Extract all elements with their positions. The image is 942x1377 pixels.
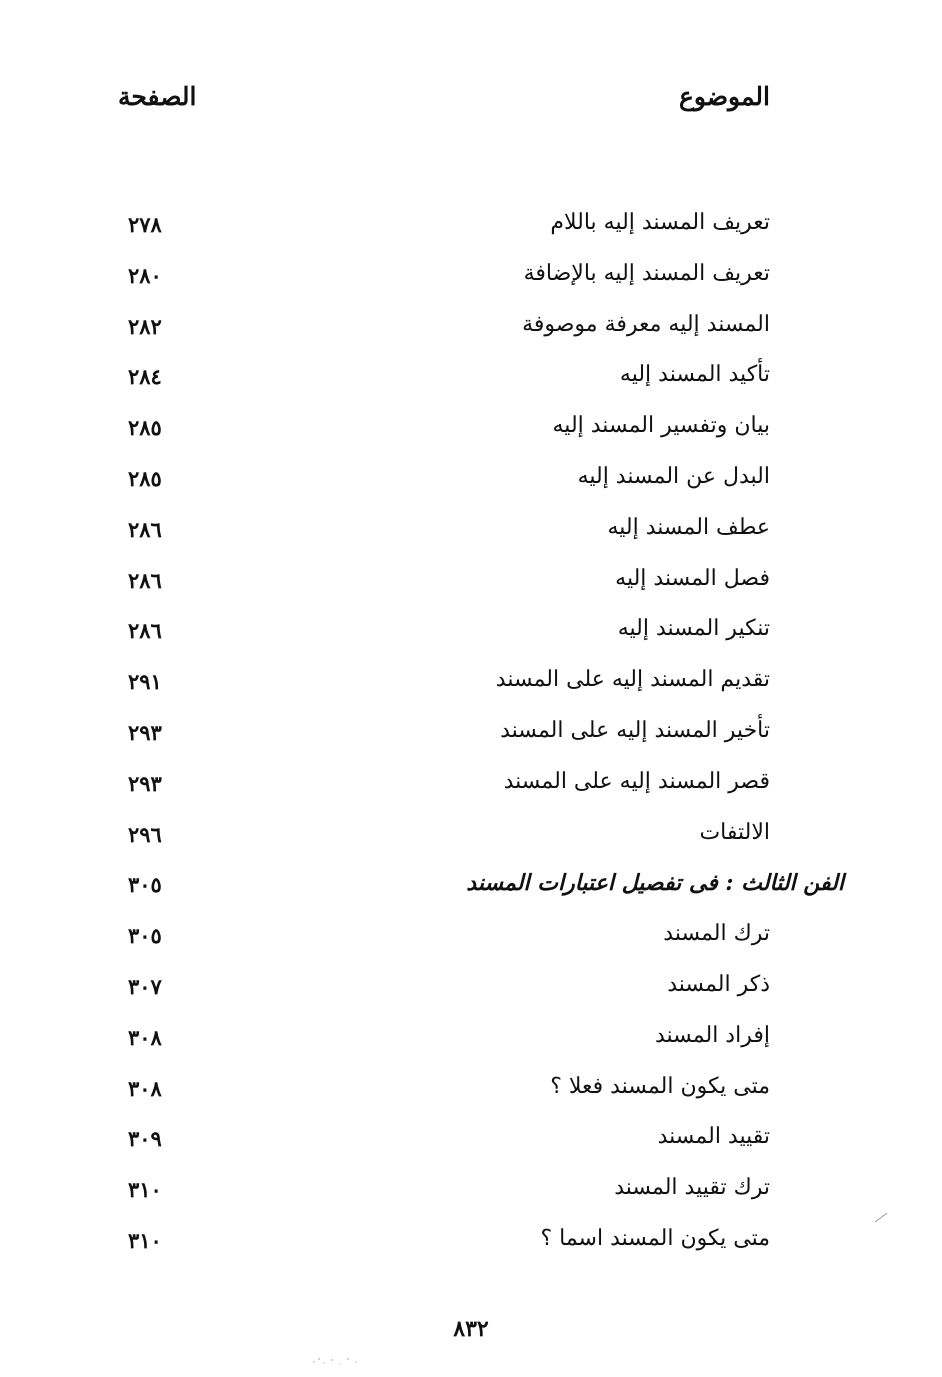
toc-row: [0, 251, 942, 302]
toc-entry-title: ترك المسند: [663, 921, 770, 947]
toc-row: [0, 556, 942, 607]
toc-page-number: ٣٠٩: [128, 1126, 162, 1152]
toc-list: [0, 200, 942, 1267]
toc-row: [0, 1013, 942, 1064]
toc-entry-title: تأخير المسند إليه على المسند: [500, 717, 770, 743]
column-header-topic: الموضوع: [679, 82, 770, 111]
toc-entry-title: بيان وتفسير المسند إليه: [552, 413, 770, 439]
toc-entry-title: تقديم المسند إليه على المسند: [495, 667, 770, 693]
toc-row: [0, 302, 942, 353]
toc-entry-title: البدل عن المسند إليه: [577, 463, 770, 489]
toc-entry-title: تعريف المسند إليه بالإضافة: [523, 260, 770, 286]
toc-page-number: ٣٠٨: [128, 1024, 162, 1050]
toc-row: [0, 403, 942, 454]
toc-row: [0, 810, 942, 861]
toc-page-number: ٢٨٤: [128, 364, 162, 390]
toc-entry-title: تقييد المسند: [657, 1124, 770, 1150]
toc-page-number: ٢٩٣: [128, 770, 162, 796]
toc-page-number: ٣١٠: [128, 1227, 162, 1253]
toc-row: [0, 1064, 942, 1115]
column-header-page: الصفحة: [118, 82, 197, 111]
toc-page-number: ٣٠٥: [128, 923, 162, 949]
toc-entry-title: تأكيد المسند إليه: [619, 362, 770, 388]
toc-page-number: ٢٨٦: [128, 516, 162, 542]
toc-row: [0, 1114, 942, 1165]
scan-speck-icon: [310, 1354, 362, 1368]
toc-section-row: [0, 860, 942, 911]
toc-entry-title: ذكر المسند: [667, 971, 770, 997]
toc-page-number: ٢٨٠: [128, 262, 162, 288]
toc-entry-title: قصر المسند إليه على المسند: [503, 768, 770, 794]
toc-row: [0, 606, 942, 657]
toc-row: [0, 1216, 942, 1267]
toc-page-number: ٢٨٦: [128, 567, 162, 593]
toc-page-number: ٣٠٨: [128, 1075, 162, 1101]
toc-row: [0, 352, 942, 403]
toc-entry-title: تعريف المسند إليه باللام: [550, 210, 770, 235]
page-number: ٨٣٢: [453, 1316, 489, 1342]
toc-page-number: ٢٨٦: [128, 618, 162, 644]
toc-page-number: ٢٨٥: [128, 415, 162, 441]
toc-page-number: ٢٨٢: [128, 313, 162, 339]
toc-section-title: الفن الثالث : فى تفصيل اعتبارات المسند: [466, 870, 844, 897]
toc-row: [0, 1165, 942, 1216]
toc-row: [0, 505, 942, 556]
toc-page-number: ٢٩٦: [128, 821, 162, 847]
toc-page-number: ٢٨٥: [128, 465, 162, 491]
toc-page-number: ٢٧٨: [128, 212, 162, 237]
toc-row: [0, 454, 942, 505]
toc-page-number: ٣٠٥: [128, 872, 162, 898]
toc-row: [0, 657, 942, 708]
toc-entry-title: ترك تقييد المسند: [614, 1175, 770, 1201]
toc-entry-title: متى يكون المسند اسما ؟: [540, 1225, 770, 1251]
toc-row: [0, 962, 942, 1013]
toc-entry-title: عطف المسند إليه: [607, 514, 770, 540]
toc-entry-title: الالتفات: [699, 819, 770, 845]
toc-row: [0, 708, 942, 759]
toc-entry-title: تنكير المسند إليه: [617, 616, 770, 642]
toc-page-number: ٣١٠: [128, 1177, 162, 1203]
toc-page-number: ٢٩٣: [128, 719, 162, 745]
toc-page-number: ٢٩١: [128, 669, 162, 695]
toc-row: [0, 200, 942, 251]
toc-entry-title: المسند إليه معرفة موصوفة: [522, 311, 770, 337]
scan-mark-icon: [874, 1210, 888, 1224]
toc-row: [0, 911, 942, 962]
toc-entry-title: فصل المسند إليه: [615, 565, 770, 591]
toc-entry-title: إفراد المسند: [654, 1022, 770, 1048]
toc-row: [0, 759, 942, 810]
toc-page-number: ٣٠٧: [128, 973, 162, 999]
toc-entry-title: متى يكون المسند فعلا ؟: [550, 1073, 770, 1099]
